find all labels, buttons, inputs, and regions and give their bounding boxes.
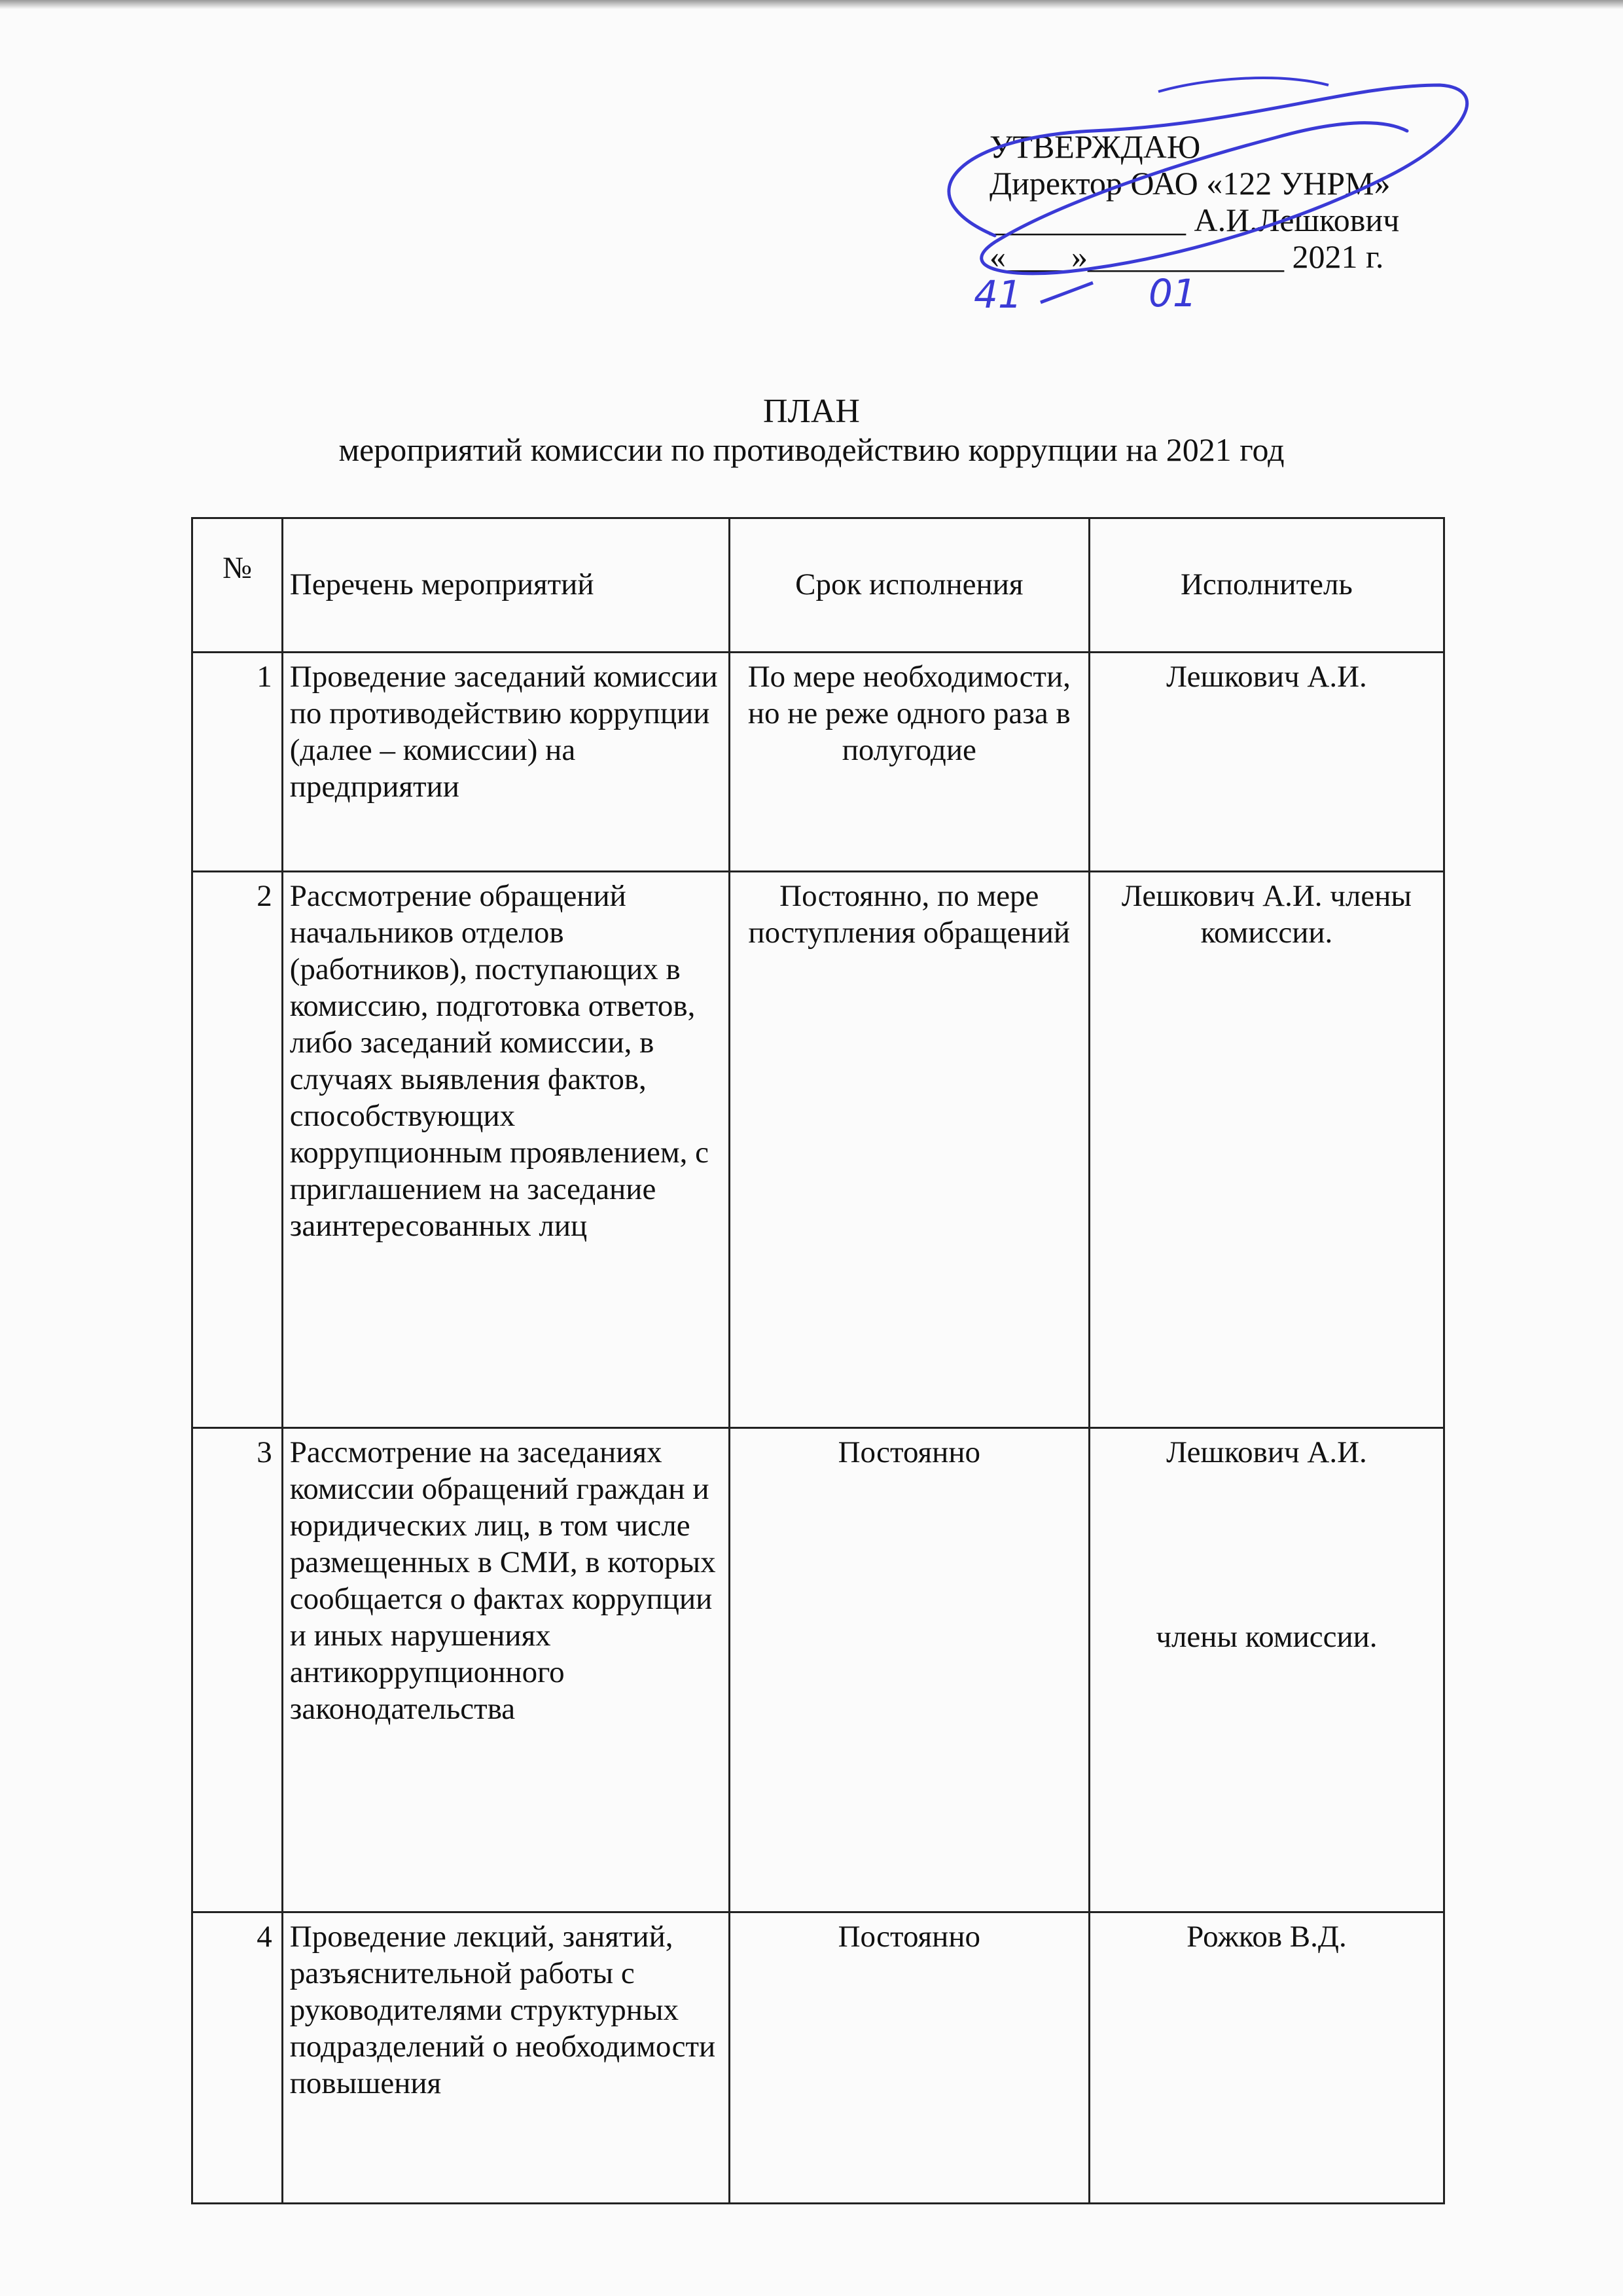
table-header-row <box>192 518 1444 653</box>
table-row <box>192 872 1444 1428</box>
document-title: ПЛАН <box>763 393 860 430</box>
document-title-block <box>0 393 1623 469</box>
table-row <box>192 1912 1444 2204</box>
executor-spacer <box>1097 1471 1436 1619</box>
header-term: Срок исполнения <box>729 518 1089 653</box>
row-executor-name: Рожков В.Д. <box>1186 1920 1347 1954</box>
row-executor <box>1089 1912 1444 2204</box>
row-task: Проведение заседаний комиссии по противодействию коррупции (далее – комиссии) на предприятии <box>282 653 729 872</box>
row-executor-name: Лешкович А.И. <box>1166 1435 1367 1469</box>
row-executor-name: Лешкович А.И. <box>1166 660 1367 694</box>
header-task: Перечень мероприятий <box>282 518 729 653</box>
row-term: Постоянно, по мере поступления обращений <box>729 872 1089 1428</box>
row-number: 2 <box>192 872 283 1428</box>
row-task: Рассмотрение на заседаниях комиссии обращений граждан и юридических лиц, в том числе размещенных в СМИ, в которых сообщается о фактах коррупции и иных нарушениях антикоррупционного законодательства <box>282 1428 729 1912</box>
row-number: 4 <box>192 1912 283 2204</box>
row-executor-extra: члены комиссии. <box>1156 1620 1378 1654</box>
handwritten-day: 41 <box>974 272 1022 317</box>
row-term: По мере необходимости, но не реже одного раза в полугодие <box>729 653 1089 872</box>
row-term: Постоянно <box>729 1912 1089 2204</box>
handwritten-signature <box>877 39 1492 353</box>
row-executor <box>1089 872 1444 1428</box>
approval-signature-line: ____________ А.И.Лешкович <box>990 202 1400 238</box>
approval-position: Директор ОАО «122 УНРМ» <box>990 165 1391 202</box>
header-number: № <box>192 518 283 653</box>
scan-edge-shadow <box>0 0 1623 9</box>
row-term: Постоянно <box>729 1428 1089 1912</box>
document-subtitle: мероприятий комиссии по противодействию коррупции на 2021 год <box>338 431 1285 468</box>
row-executor-name: Лешкович А.И. члены комиссии. <box>1121 879 1412 950</box>
approval-heading: УТВЕРЖДАЮ <box>990 128 1201 165</box>
row-task: Рассмотрение обращений начальников отделов (работников), поступающих в комиссию, подготовка ответов, либо заседаний комиссии, в случаях выявления фактов, способствующих коррупционным проявлением, с приглашением на заседание заинтересованных лиц <box>282 872 729 1428</box>
table-row <box>192 653 1444 872</box>
table-row <box>192 1428 1444 1912</box>
handwritten-month: 01 <box>1149 271 1197 315</box>
row-executor <box>1089 653 1444 872</box>
header-executor: Исполнитель <box>1089 518 1444 653</box>
row-task: Проведение лекций, занятий, разъяснительной работы с руководителями структурных подразделений о необходимости повышения <box>282 1912 729 2204</box>
measures-table <box>191 517 1445 2204</box>
row-number: 3 <box>192 1428 283 1912</box>
row-executor <box>1089 1428 1444 1912</box>
approval-date-line: «____»____________ 2021 г. <box>990 238 1384 275</box>
row-number: 1 <box>192 653 283 872</box>
